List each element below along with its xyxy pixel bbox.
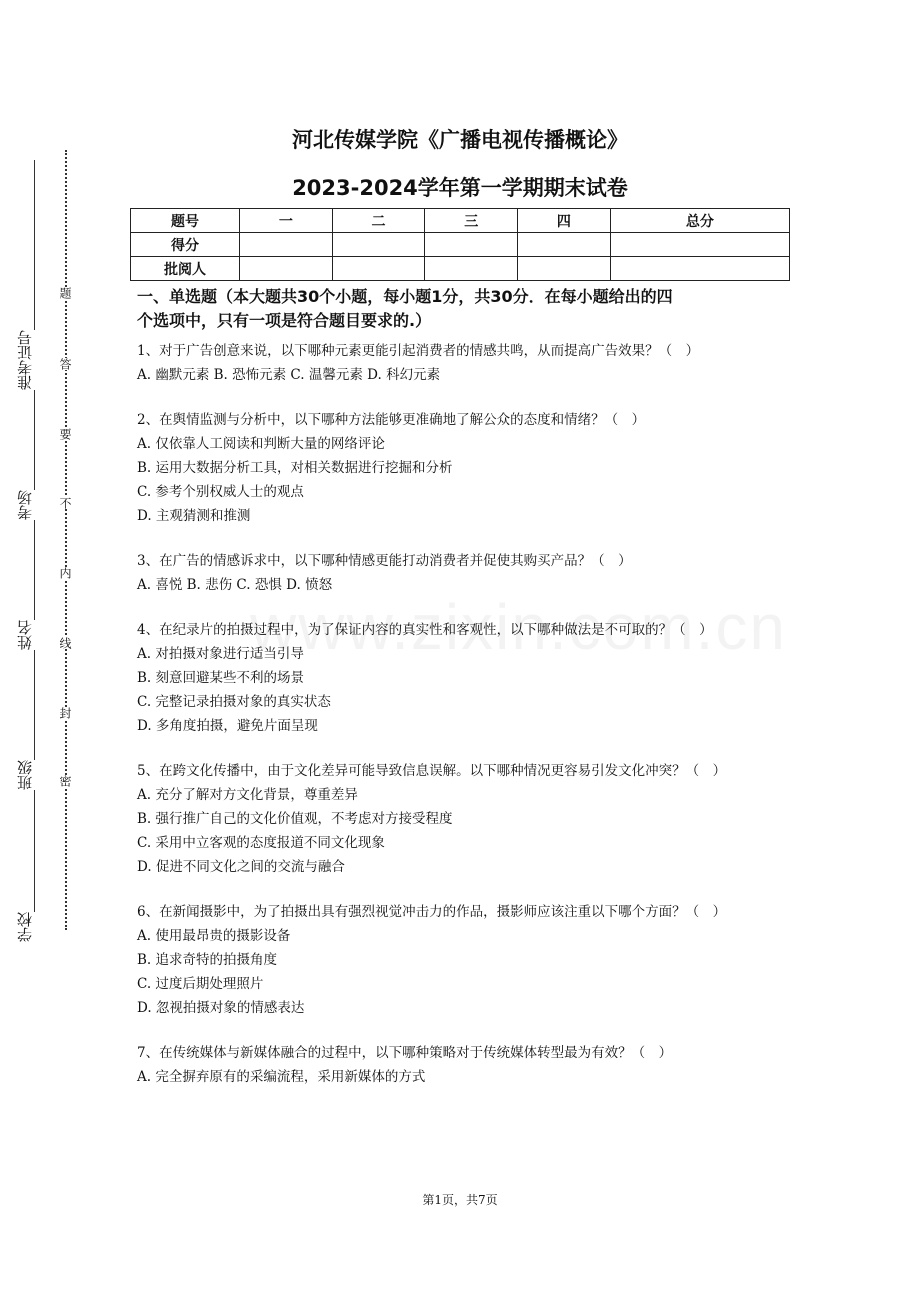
question-option: C. 参考个别权威人士的观点: [137, 484, 304, 500]
score-row-label: 得分: [131, 233, 240, 257]
grader-input-cell[interactable]: [332, 257, 425, 281]
question-option: A. 幽默元素 B. 恐怖元素 C. 温馨元素 D. 科幻元素: [137, 367, 441, 383]
seal-mark: 不: [58, 497, 72, 509]
question-option: D. 促进不同文化之间的交流与融合: [137, 859, 345, 875]
question-option: D. 忽视拍摄对象的情感表达: [137, 1000, 305, 1016]
seal-mark: 题: [58, 287, 72, 299]
question-option: A. 对拍摄对象进行适当引导: [137, 646, 304, 662]
field-name: 姓名: [14, 620, 40, 650]
score-cell: 题号: [131, 209, 240, 233]
question-option: B. 强行推广自己的文化价值观，不考虑对方接受程度: [137, 811, 453, 827]
exam-content: [137, 285, 797, 1089]
seal-mark: 内: [58, 567, 72, 579]
score-input-cell[interactable]: [610, 233, 789, 257]
field-exam-number: 准考证号: [14, 330, 40, 390]
question-option: A. 完全摒弃原有的采编流程，采用新媒体的方式: [137, 1069, 426, 1085]
field-exam-room: 考场: [14, 490, 40, 520]
page-footer: 第1页，共7页: [422, 1193, 498, 1207]
question-option: A. 喜悦 B. 悲伤 C. 恐惧 D. 愤怒: [137, 577, 333, 593]
question-stem: 1、对于广告创意来说，以下哪种元素更能引起消费者的情感共鸣，从而提高广告效果？（ ）: [137, 343, 700, 359]
score-cell: 总分: [610, 209, 789, 233]
question-stem: 4、在纪录片的拍摄过程中，为了保证内容的真实性和客观性，以下哪种做法是不可取的？（ ）: [137, 622, 713, 638]
question-stem: 2、在舆情监测与分析中，以下哪种方法能够更准确地了解公众的态度和情绪？（ ）: [137, 412, 646, 428]
question-option: D. 多角度拍摄，避免片面呈现: [137, 718, 318, 734]
section-heading-cont: 个选项中，只有一项是符合题目要求的.）: [137, 311, 432, 330]
binding-line: [34, 160, 35, 930]
seal-dotted-line: [65, 150, 67, 930]
score-cell: 二: [332, 209, 425, 233]
section-heading: 一、单选题（本大题共30个小题，每小题1分，共30分．在每小题给出的四: [137, 287, 673, 306]
grader-input-cell[interactable]: [610, 257, 789, 281]
question-option: C. 过度后期处理照片: [137, 976, 264, 992]
seal-mark: 密: [58, 775, 72, 787]
score-table-header-row: [131, 209, 790, 233]
question-option: C. 采用中立客观的态度报道不同文化现象: [137, 835, 385, 851]
score-input-cell[interactable]: [425, 233, 518, 257]
grader-input-cell[interactable]: [425, 257, 518, 281]
seal-mark: 线: [58, 637, 72, 649]
exam-title: 河北传媒学院《广播电视传播概论》: [292, 128, 628, 152]
seal-mark: 封: [58, 707, 72, 719]
question-stem: 7、在传统媒体与新媒体融合的过程中，以下哪种策略对于传统媒体转型最为有效？（ ）: [137, 1045, 673, 1061]
grader-input-cell[interactable]: [240, 257, 333, 281]
field-school: 学校: [14, 912, 40, 942]
exam-subtitle: 2023-2024学年第一学期期末试卷: [292, 176, 628, 200]
question-stem: 6、在新闻摄影中，为了拍摄出具有强烈视觉冲击力的作品，摄影师应该注重以下哪个方面？（ ）: [137, 904, 727, 920]
question-option: B. 刻意回避某些不利的场景: [137, 670, 305, 686]
question-stem: 3、在广告的情感诉求中，以下哪种情感更能打动消费者并促使其购买产品？（ ）: [137, 553, 632, 569]
question-option: A. 使用最昂贵的摄影设备: [137, 928, 291, 944]
score-row: [131, 233, 790, 257]
question-option: C. 完整记录拍摄对象的真实状态: [137, 694, 331, 710]
grader-input-cell[interactable]: [518, 257, 611, 281]
question-stem: 5、在跨文化传播中，由于文化差异可能导致信息误解。以下哪种情况更容易引发文化冲突？（ ）: [137, 763, 727, 779]
score-cell: 四: [518, 209, 611, 233]
question-option: D. 主观猜测和推测: [137, 508, 251, 524]
question-option: B. 运用大数据分析工具，对相关数据进行挖掘和分析: [137, 460, 453, 476]
score-input-cell[interactable]: [332, 233, 425, 257]
grader-row: [131, 257, 790, 281]
seal-mark: 答: [58, 358, 72, 370]
question-option: B. 追求奇特的拍摄角度: [137, 952, 278, 968]
score-input-cell[interactable]: [240, 233, 333, 257]
question-option: A. 仅依靠人工阅读和判断大量的网络评论: [137, 436, 385, 452]
score-cell: 三: [425, 209, 518, 233]
seal-mark: 要: [58, 428, 72, 440]
field-class: 班级: [14, 760, 40, 790]
grader-row-label: 批阅人: [131, 257, 240, 281]
score-cell: 一: [240, 209, 333, 233]
question-option: A. 充分了解对方文化背景，尊重差异: [137, 787, 358, 803]
score-table: [130, 208, 790, 281]
score-input-cell[interactable]: [518, 233, 611, 257]
